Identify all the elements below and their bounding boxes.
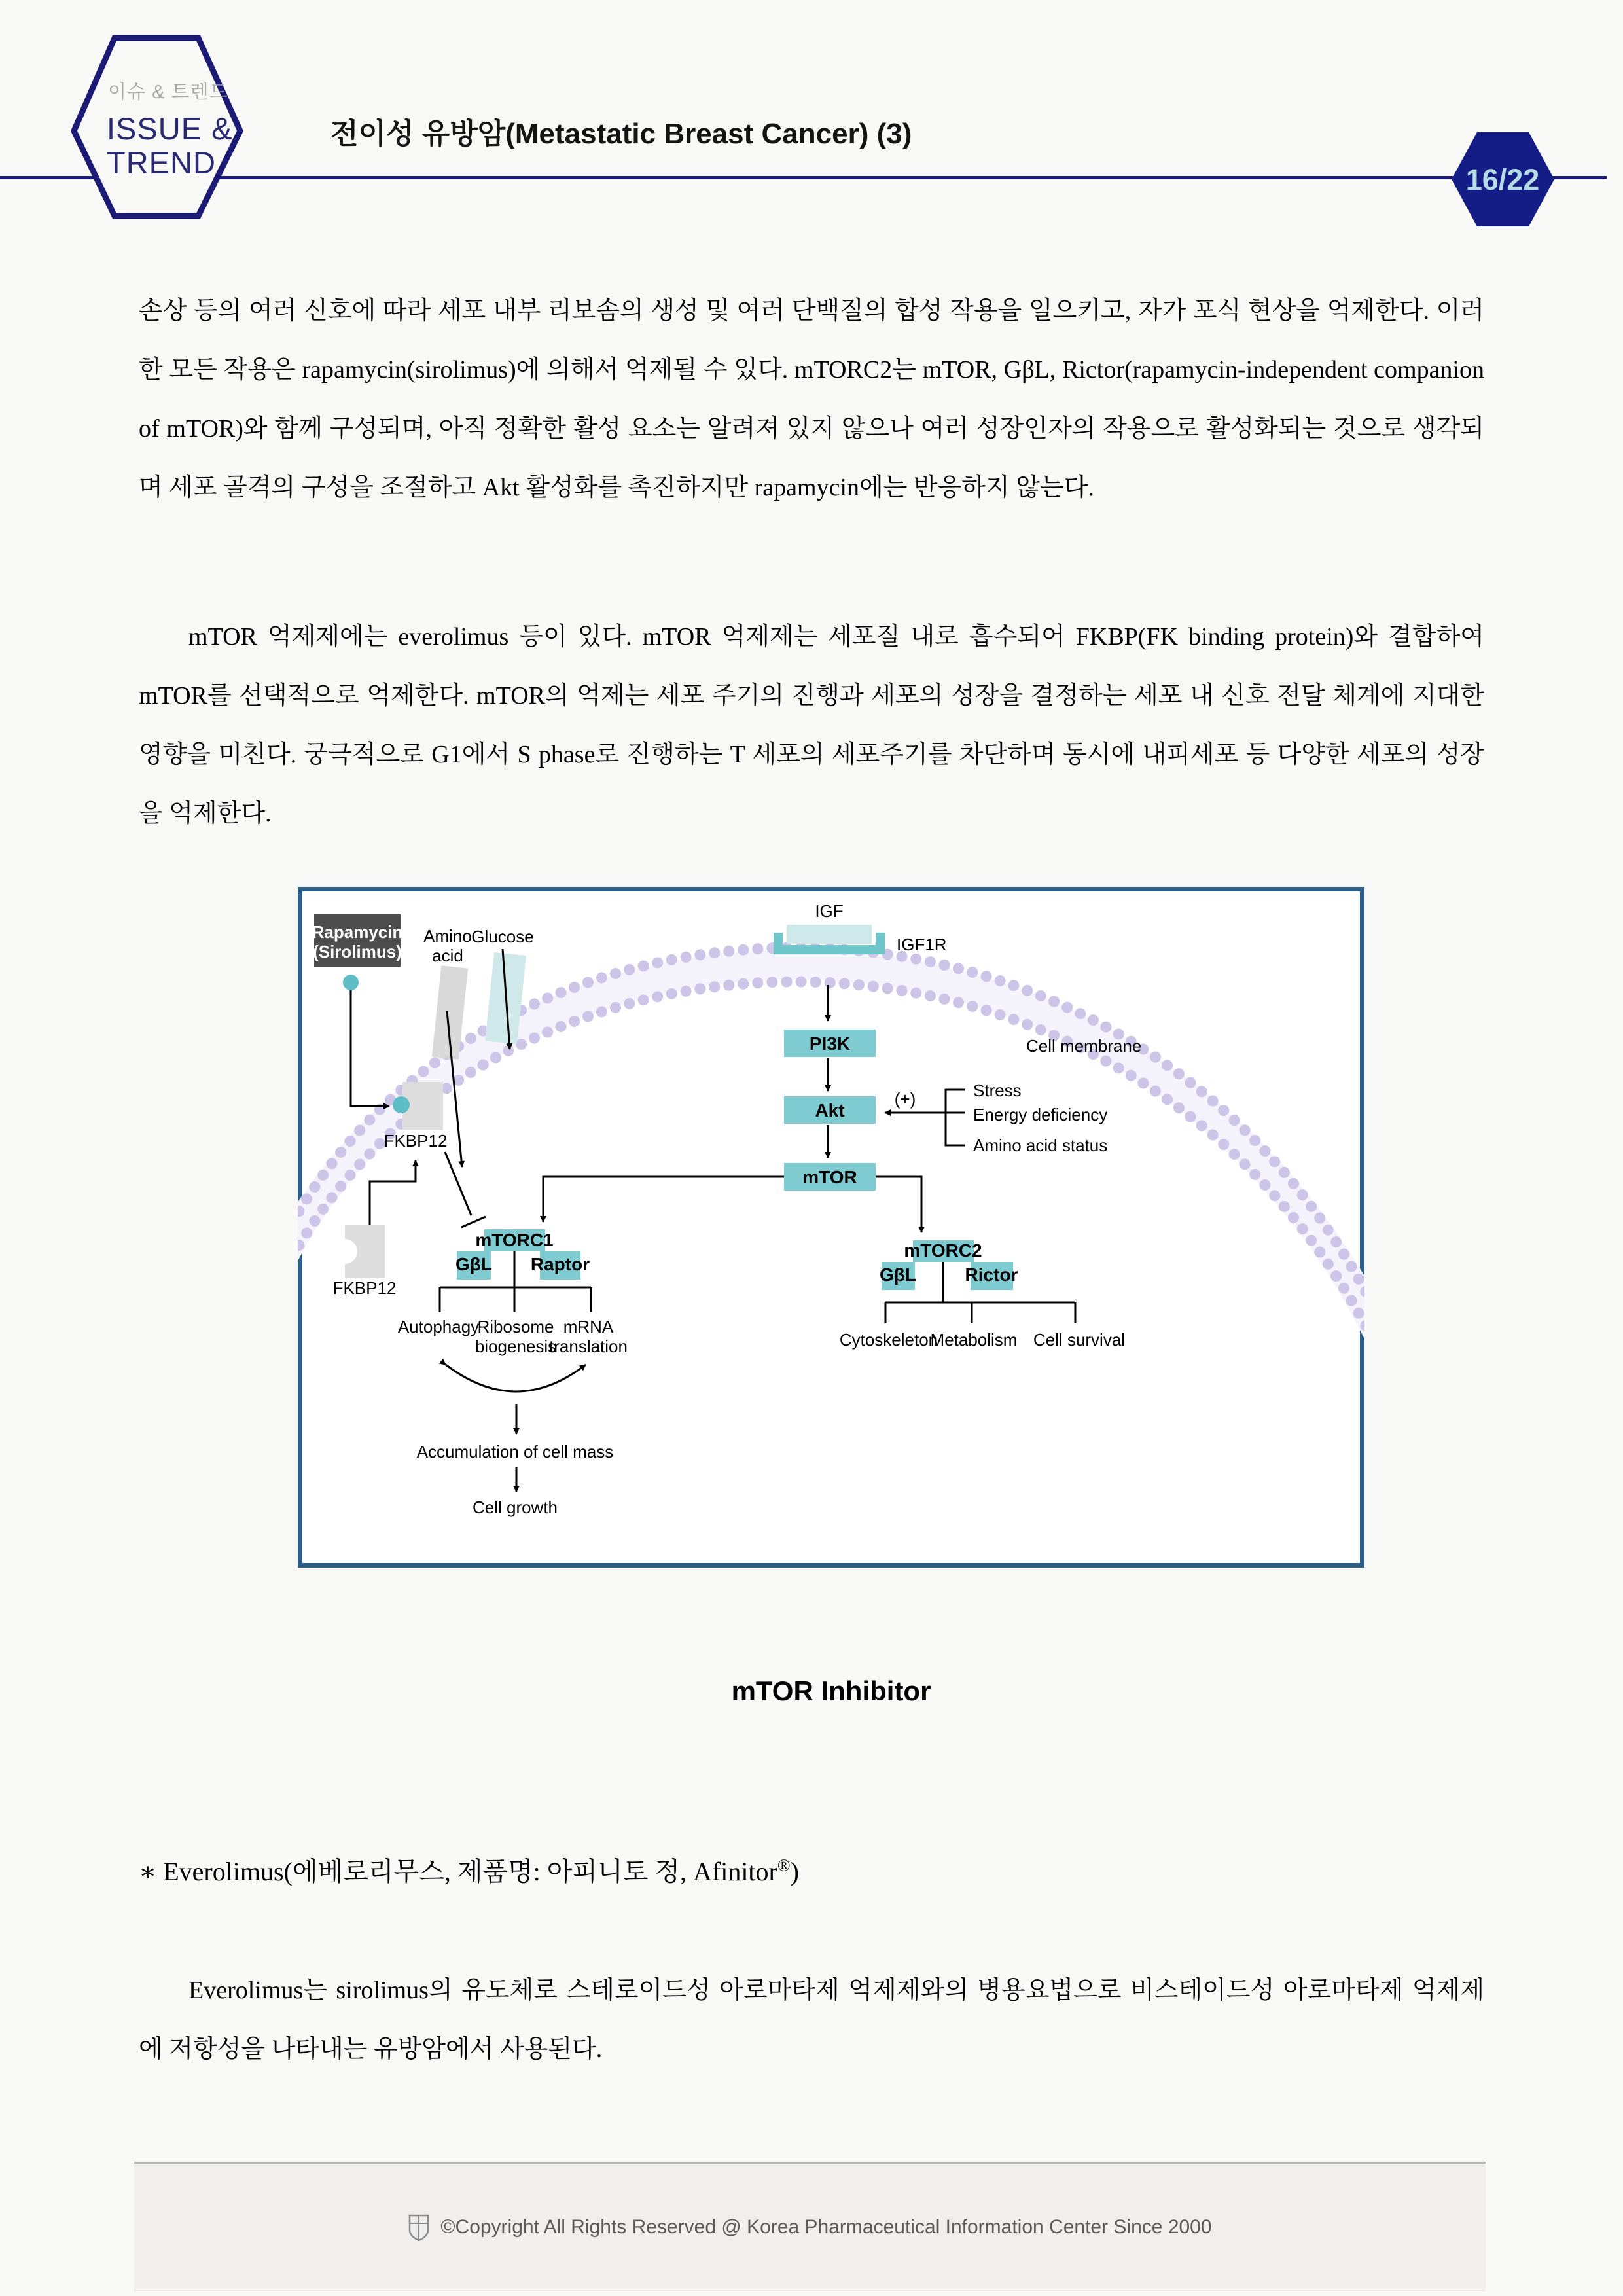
issue-trend-logo xyxy=(62,29,252,226)
paragraph-everolimus: Everolimus는 sirolimus의 유도체로 스테로이드성 아로마타제 억제제와의 병용요법으로 비스테이드성 아로마타제 억제제에 저항성을 나타내는 유방암에서 사용된다. xyxy=(139,1977,1484,2063)
heading-text: Everolimus(에베로리무스, 제품명: 아피니토 정, Afinitor xyxy=(156,1857,777,1886)
registered-mark: ® xyxy=(777,1856,791,1875)
autophagy-label: Autophagy xyxy=(397,1317,480,1336)
energy-deficiency-label: Energy deficiency xyxy=(973,1105,1108,1124)
footer-bar xyxy=(134,2162,1486,2291)
page-number-badge xyxy=(1448,128,1558,230)
pi3k-label: PI3K xyxy=(809,1033,851,1054)
igf-label: IGF xyxy=(815,901,844,921)
mtorc2-label: mTORC2 xyxy=(904,1240,982,1261)
cell-membrane-label: Cell membrane xyxy=(1026,1036,1142,1056)
stress-label: Stress xyxy=(973,1081,1022,1100)
gbl1-label: GβL xyxy=(455,1254,492,1274)
cell-survival-label: Cell survival xyxy=(1033,1330,1126,1350)
mtorc1-label: mTORC1 xyxy=(475,1230,554,1250)
fkbp12-top-label: FKBP12 xyxy=(383,1131,448,1151)
ribosome-label-line2: biogenesis xyxy=(474,1336,557,1356)
paragraph-mtor-inhibitor: mTOR 억제제에는 everolimus 등이 있다. mTOR 억제제는 세포질 내로 흡수되어 FKBP(FK binding protein)와 결합하여 mTOR를 선택적으로 억제한다. mTOR의 억제는 세포 주기의 진행과 세포의 성장을 결정하는 세포 내 신호 전달 체계에 지대한 영향을 미친다. 궁극적으로 G1에서 S phase로 진행하는 T 세포의 세포주기를 차단하며 동시에 내피세포 등 다양한 세포의 성장을 억제한다. xyxy=(139,623,1484,827)
rapamycin-label-line1: Rapamycin xyxy=(312,922,403,942)
paragraph-mtor-overview: 손상 등의 여러 신호에 따라 세포 내부 리보솜의 생성 및 여러 단백질의 합성 작용을 일으키고, 자가 포식 현상을 억제한다. 이러한 모든 작용은 rapamycin(sirolimus)에 의해서 억제될 수 있다. mTORC2는 mTOR, GβL, Rictor(rapamycin-independent companion of mTOR)와 함께 구성되며, 아직 정확한 활성 요소는 알려져 있지 않으나 여러 성장인자의 작용으로 활성화되는 것으로 생각되며 세포 골격의 구성을 조절하고 Akt 활성화를 촉진하지만 rapamycin에는 반응하지 않는다. xyxy=(139,297,1484,501)
plus-sign-label: (+) xyxy=(894,1089,916,1109)
amino-acid-status-label: Amino acid status xyxy=(973,1136,1108,1155)
amino-acid-label-line2: acid xyxy=(432,946,463,965)
rictor-label: Rictor xyxy=(965,1265,1018,1285)
gbl2-label: GβL xyxy=(880,1265,916,1285)
logo-korean-label: 이슈 & 트렌드 xyxy=(108,82,228,103)
mtor-pathway-diagram xyxy=(298,887,1364,1568)
shield-logo-icon xyxy=(408,2213,430,2242)
igf1r-label: IGF1R xyxy=(897,935,947,954)
igf-ligand xyxy=(787,925,872,944)
page-number-label: 16/22 xyxy=(1465,163,1540,196)
metabolism-label: Metabolism xyxy=(930,1330,1018,1350)
copyright-text: ©Copyright All Rights Reserved @ Korea Pharmaceutical Information Center Since 2000 xyxy=(440,2216,1212,2238)
heading-bullet: ∗ xyxy=(139,1857,157,1886)
mtor-label: mTOR xyxy=(802,1167,857,1187)
rapamycin-label-line2: (Sirolimus) xyxy=(313,942,402,961)
ribosome-label-line1: Ribosome xyxy=(477,1317,554,1336)
fkbp12-binding-notch xyxy=(332,1239,357,1264)
page-title: 전이성 유방암(Metastatic Breast Cancer) (3) xyxy=(330,118,912,150)
cytoskeleton-label: Cytoskeleton xyxy=(839,1330,938,1350)
rapamycin-molecule-icon xyxy=(343,975,359,990)
mrna-label-line2: translation xyxy=(549,1336,628,1356)
fkbp12-bottom-label: FKBP12 xyxy=(332,1278,397,1298)
fkbp12-bound-rapamycin-icon xyxy=(393,1096,410,1113)
amino-acid-label-line1: Amino xyxy=(423,926,472,946)
glucose-label: Glucose xyxy=(471,927,534,946)
logo-trend-label: TREND xyxy=(107,145,216,180)
logo-issue-label: ISSUE & xyxy=(107,111,233,146)
everolimus-heading xyxy=(139,1851,799,1888)
heading-close: ) xyxy=(790,1857,799,1886)
accumulation-label: Accumulation of cell mass xyxy=(416,1442,614,1462)
figure-caption: mTOR Inhibitor xyxy=(731,1676,931,1706)
cell-growth-label: Cell growth xyxy=(472,1498,558,1517)
akt-label: Akt xyxy=(815,1100,845,1121)
mrna-label-line1: mRNA xyxy=(563,1317,614,1336)
raptor-label: Raptor xyxy=(530,1254,590,1274)
